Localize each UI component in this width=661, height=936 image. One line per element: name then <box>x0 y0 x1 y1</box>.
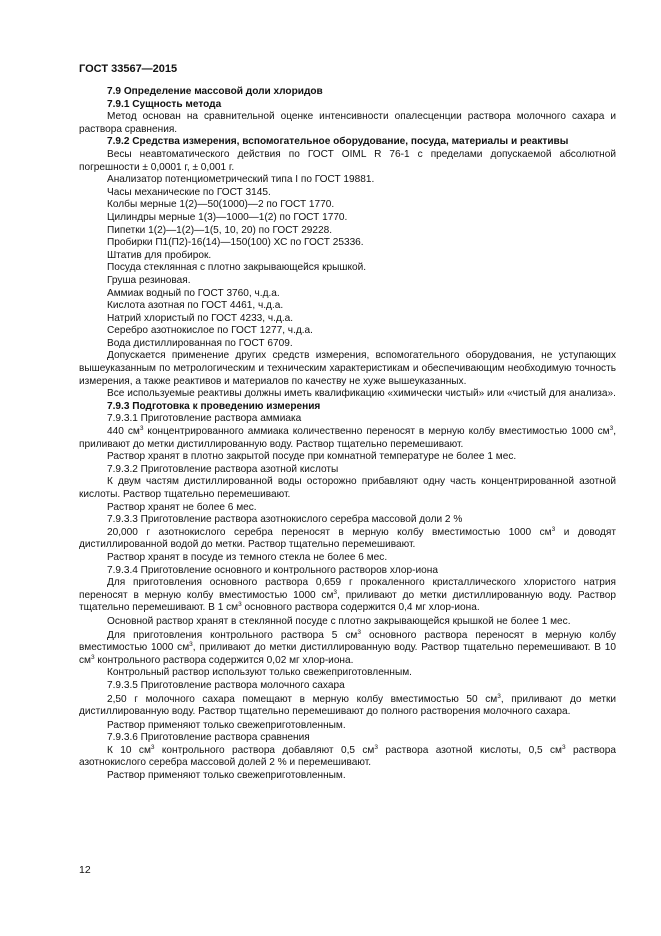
ammonia-storage: Раствор хранят в плотно закрытой посуде при комнатной температуре не более 1 мес. <box>107 451 517 463</box>
equipment-item: Весы неавтоматического действия по ГОСТ OIML R 76-1 с пределами допускаемой абсолютной погрешности ± 0,0001 г, ± 0,001 г. <box>79 148 616 173</box>
method-essence-text: Метод основан на сравнительной оценке интенсивности опалесценции раствора молочного сахара и раствора сравнения. <box>79 111 616 135</box>
nitric-acid-text: К двум частям дистиллированной воды осторожно прибавляют одну часть концентрированной азотной кислоты. Раствор тщательно перемешивают. <box>79 476 616 500</box>
page-body <box>79 86 616 783</box>
reference-solution-title: 7.9.3.6 Приготовление раствора сравнения <box>107 732 310 744</box>
section-title: 7.9 Определение массовой доли хлоридов <box>107 86 323 97</box>
lactose-title: 7.9.3.5 Приготовление раствора молочного сахара <box>107 679 345 691</box>
equipment-item: Пипетки 1(2)—1(2)—1(5, 10, 20) по ГОСТ 29228. <box>107 224 333 236</box>
subsection-title-equipment: 7.9.2 Средства измерения, вспомогательное оборудование, посуда, материалы и реактивы <box>107 136 569 148</box>
equipment-item: Часы механические по ГОСТ 3145. <box>107 186 271 198</box>
reagent-qualification-note: Все используемые реактивы должны иметь квалификацию «химически чистый» или «чистый для анализа». <box>107 388 616 400</box>
equipment-item: Штатив для пробирок. <box>107 249 212 261</box>
ammonia-title: 7.9.3.1 Приготовление раствора аммиака <box>107 413 302 425</box>
reference-solution-text: К 10 $см^3$ контрольного раствора добавляют 0,5 $см^3$ раствора азотной кислоты, 0,5 $см^3$ раствора азотнокислого серебра массовой долей 2 % и перемешивают. <box>79 743 617 769</box>
equipment-item: Натрий хлористый по ГОСТ 4233, ч.д.а. <box>107 312 294 324</box>
equipment-item: Пробирки П1(П2)-16(14)—150(100) ХС по ГОСТ 25336. <box>107 237 364 249</box>
document-code: ГОСТ 33567—2015 <box>79 63 178 75</box>
equipment-item: Груша резиновая. <box>107 274 191 286</box>
chloride-solutions-title: 7.9.3.4 Приготовление основного и контрольного растворов хлор-иона <box>107 564 438 576</box>
silver-nitrate-text: 20,000 г азотнокислого серебра переносят в мерную колбу вместимостью 1000 $см^3$ и доводят дистиллированной водой до метки. Раствор тщательно перемешивают. <box>79 525 616 551</box>
silver-nitrate-title: 7.9.3.3 Приготовление раствора азотнокислого серебра массовой доли 2 % <box>107 514 463 526</box>
equipment-item: Аммиак водный по ГОСТ 3760, ч.д.а. <box>107 287 280 299</box>
subsection-title-preparation: 7.9.3 Подготовка к проведению измерения <box>107 400 321 412</box>
equipment-item: Вода дистиллированная по ГОСТ 6709. <box>107 337 293 349</box>
equipment-item: Кислота азотная по ГОСТ 4461, ч.д.а. <box>107 300 284 312</box>
equipment-item: Цилиндры мерные 1(3)—1000—1(2) по ГОСТ 1770. <box>107 211 348 223</box>
lactose-use: Раствор применяют только свежеприготовленным. <box>107 719 346 731</box>
main-solution-text: Для приготовления основного раствора 0,659 г прокаленного кристаллического хлористого натрия переносят в мерную колбу вместимостью 1000 $см^3$, приливают до метки дистиллированную воду. Раствор тщательно перемешивают. В 1 $см^3$ основного раствора содержится 0,4 мг хлор-иона. <box>79 577 617 614</box>
main-solution-storage: Основной раствор хранят в стеклянной посуде с плотно закрывающейся крышкой не более 1 мес. <box>107 615 571 627</box>
equipment-item: Анализатор потенциометрический типа I по ГОСТ 19881. <box>107 174 375 186</box>
page-number: 12 <box>79 864 91 876</box>
control-solution-use: Контрольный раствор используют только свежеприготовленным. <box>107 667 412 679</box>
equipment-note: Допускается применение других средств измерения, вспомогательного оборудования, не уступающих вышеуказанным по метрологическим и техническим характеристикам и обеспечивающим необходимую точность измерения, а также реактивов и материалов по качеству не хуже вышеуказанных. <box>79 350 616 387</box>
control-solution-text: Для приготовления контрольного раствора 5 $см^3$ основного раствора переносят в мерную колбу вместимостью 1000 $см^3$, приливают до метки дистиллированную воду. Раствор тщательно перемешивают. В 10 $см^3$ контрольного раствора содержится 0,02 мг хлор-иона. <box>79 628 617 666</box>
silver-nitrate-storage: Раствор хранят в посуде из темного стекла не более 6 мес. <box>107 551 388 563</box>
ammonia-text: 440 $см^3$ концентрированного аммиака количественно переносят в мерную колбу вместимостью 1000 $см^3$, приливают до метки дистиллированную воду. Раствор тщательно перемешивают. <box>79 425 616 450</box>
reference-solution-use: Раствор применяют только свежеприготовленным. <box>107 770 346 782</box>
equipment-item: Колбы мерные 1(2)—50(1000)—2 по ГОСТ 1770. <box>107 199 335 211</box>
equipment-item: Серебро азотнокислое по ГОСТ 1277, ч.д.а. <box>107 325 313 337</box>
lactose-text: 2,50 г молочного сахара помещают в мерную колбу вместимостью 50 $см^3$, приливают до метки дистиллированную воду. Раствор тщательно перемешивают до полного растворения молочного сахара. <box>79 692 616 718</box>
nitric-acid-storage: Раствор хранят не более 6 мес. <box>107 501 257 513</box>
subsection-title-essence: 7.9.1 Сущность метода <box>107 98 222 110</box>
nitric-acid-title: 7.9.3.2 Приготовление раствора азотной кислоты <box>107 463 339 475</box>
equipment-item: Посуда стеклянная с плотно закрывающейся крышкой. <box>107 262 367 274</box>
